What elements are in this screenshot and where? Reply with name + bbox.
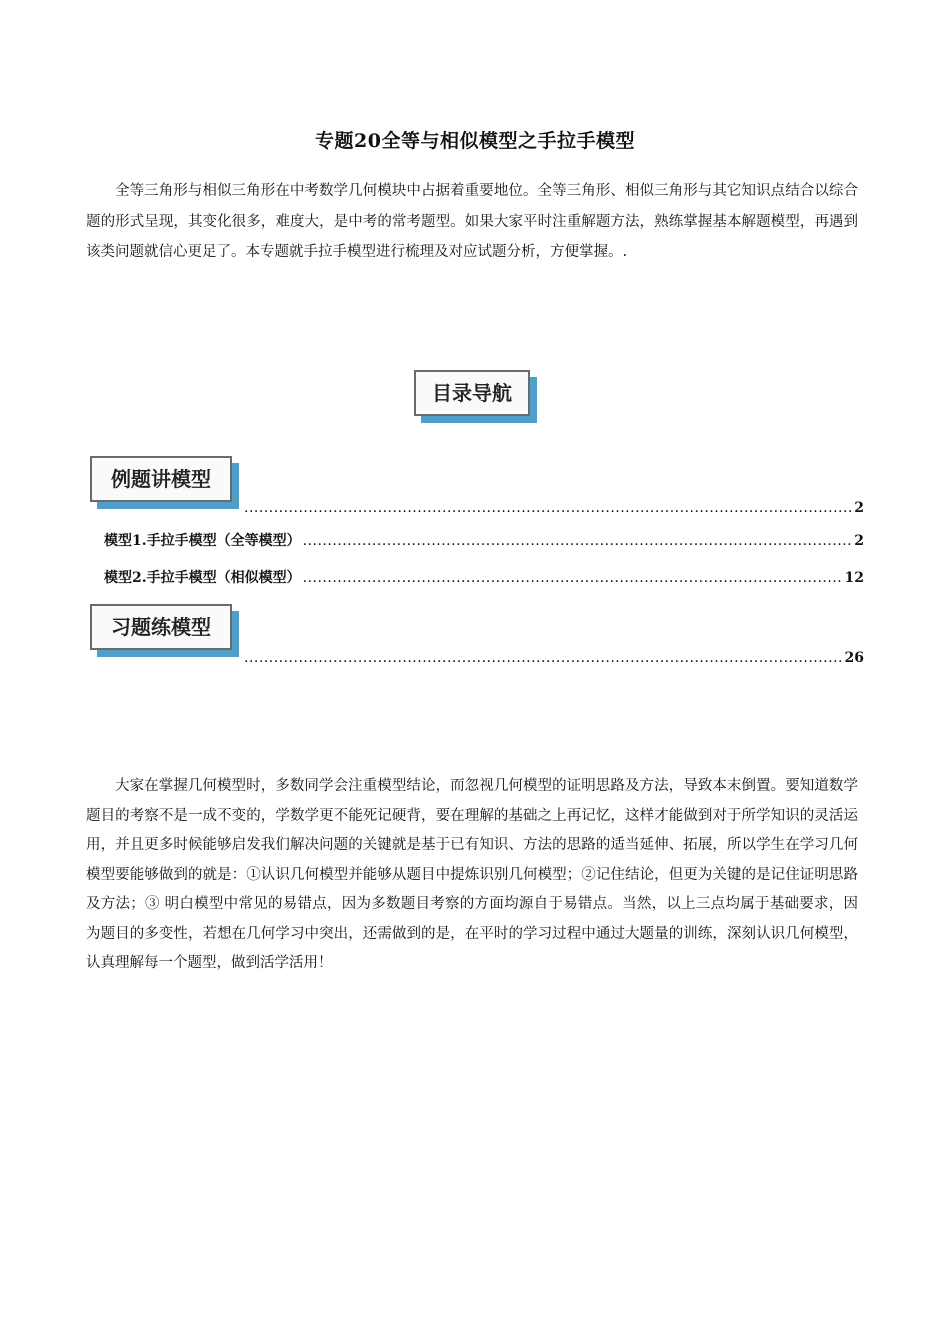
section-badge-examples: 例题讲模型 — [90, 456, 232, 502]
toc-entry-label: 模型2.手拉手模型（相似模型） — [104, 570, 301, 586]
toc-entry-label: 模型1.手拉手模型（全等模型） — [104, 533, 301, 549]
toc-page-number: 26 — [844, 650, 864, 666]
toc-page-number: 2 — [854, 533, 864, 549]
toc-entry-exercises[interactable] — [242, 650, 864, 666]
section-badge-exercises: 习题练模型 — [90, 604, 232, 650]
document-title: 专题20全等与相似模型之手拉手模型 — [315, 130, 635, 152]
toc-heading-badge: 目录导航 — [414, 370, 530, 416]
dot-leader — [244, 500, 852, 516]
dot-leader — [303, 570, 843, 586]
toc-entry-model-2[interactable] — [104, 567, 864, 587]
toc-entry-examples[interactable] — [242, 500, 864, 516]
toc-page-number: 2 — [854, 500, 864, 516]
toc-entry-model-1[interactable] — [104, 530, 864, 550]
dot-leader — [244, 650, 843, 666]
intro-paragraph: 全等三角形与相似三角形在中考数学几何模块中占据着重要地位。全等三角形、相似三角形与其它知识点结合以综合题的形式呈现，其变化很多，难度大，是中考的常考题型。如果大家平时注重解题方法，熟练掌握基本解题模型，再遇到该类问题就信心更足了。本专题就手拉手模型进行梳理及对应试题分析，方便掌握。. — [86, 183, 858, 260]
toc-page-number: 12 — [844, 570, 864, 586]
closing-paragraph: 大家在掌握几何模型时，多数同学会注重模型结论，而忽视几何模型的证明思路及方法，导致本末倒置。要知道数学题目的考察不是一成不变的，学数学更不能死记硬背，要在理解的基础之上再记忆，这样才能做到对于所学知识的灵活运用，并且更多时候能够启发我们解决问题的关键就是基于已有知识、方法的思路的适当延伸、拓展，所以学生在学习几何模型要能够做到的就是：①认识几何模型并能够从题目中提炼识别几何模型；②记住结论，但更为关键的是记住证明思路及方法；③ 明白模型中常见的易错点，因为多数题目考察的方面均源自于易错点。当然，以上三点均属于基础要求，因为题目的多变性，若想在几何学习中突出，还需做到的是，在平时的学习过程中通过大题量的训练，深刻认识几何模型，认真理解每一个题型，做到活学活用！ — [86, 778, 858, 971]
dot-leader — [303, 533, 853, 549]
